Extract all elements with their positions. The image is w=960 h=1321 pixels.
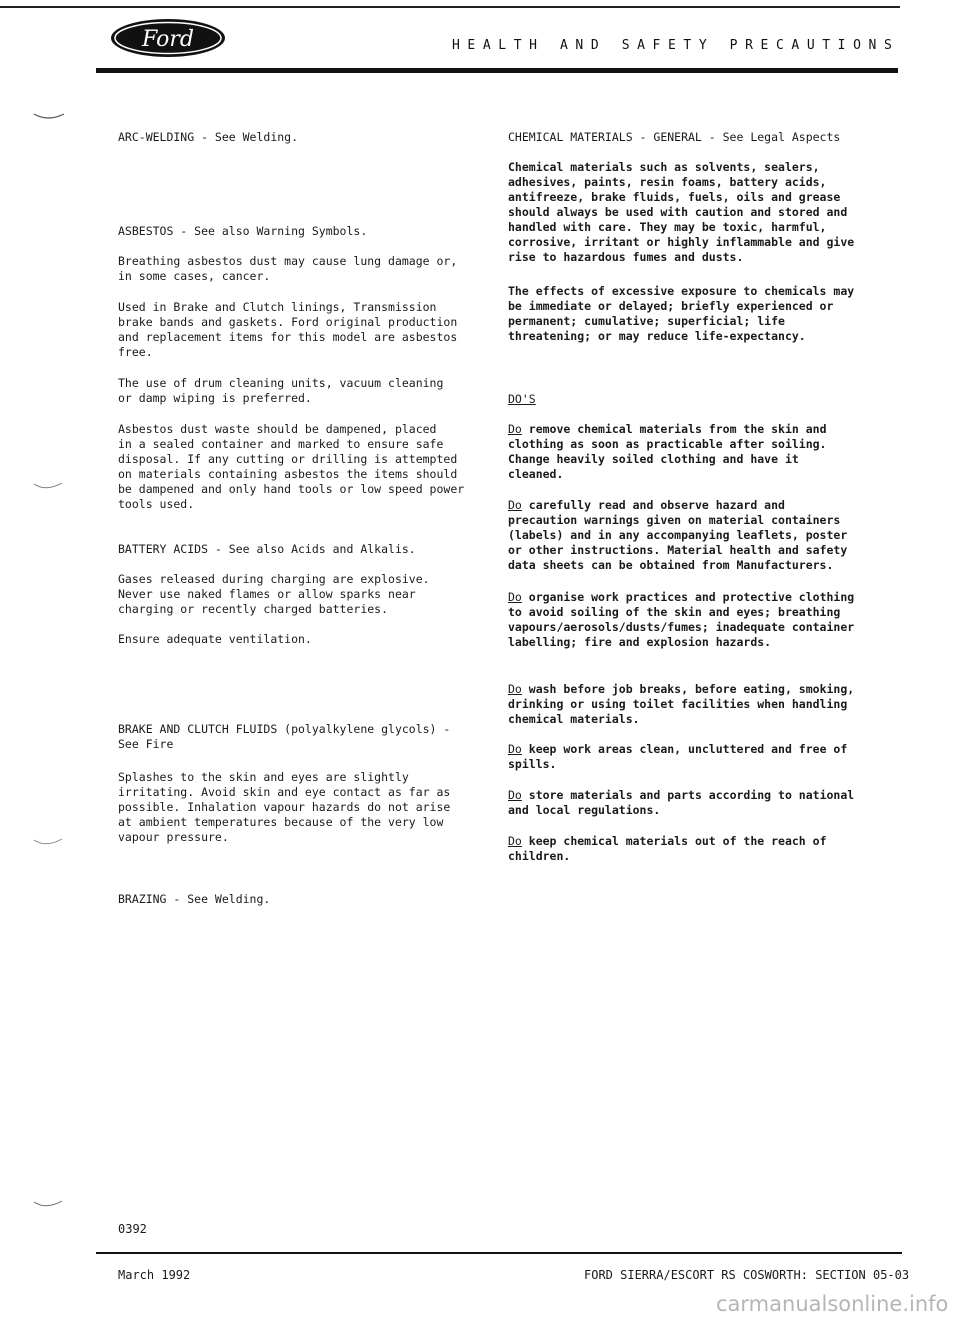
footer-date: March 1992 [118,1268,191,1282]
top-edge-rule [0,6,900,8]
dos-item: Do keep chemical materials out of the reach of children. [508,834,827,863]
brazing-heading: BRAZING - See Welding. [118,892,271,906]
arc-welding-heading: ARC-WELDING - See Welding. [118,130,299,144]
page-code: 0392 [118,1222,147,1236]
chemical-intro-paragraph: Chemical materials such as solvents, sealers, adhesives, paints, resin foams, battery acids, antifreeze, brake fluids, fuels, oils and grease should always be used with caution and stored and handled with care. They may be toxic, harmful, corrosive, irritant or highly inflammable and give rise to hazardous fumes and dusts. [508,160,855,264]
watermark: carmanualsonline.info [716,1292,949,1316]
asbestos-paragraph: The use of drum cleaning units, vacuum cleaning or damp wiping is preferred. [118,376,444,405]
header-rule [96,68,898,73]
chemical-materials-heading: CHEMICAL MATERIALS - GENERAL - See Legal Aspects [508,130,841,144]
binder-mark [30,1198,70,1212]
footer-section: FORD SIERRA/ESCORT RS COSWORTH: SECTION 05-03 [584,1268,910,1282]
battery-acids-paragraph: Ensure adequate ventilation. [118,632,312,646]
battery-acids-paragraph: Gases released during charging are explosive. Never use naked flames or allow sparks near charging or recently charged batteries. [118,572,430,616]
brake-clutch-fluids-paragraph: Splashes to the skin and eyes are slightly irritating. Avoid skin and eye contact as far as possible. Inhalation vapour hazards do not arise at ambient temperatures because of the very low vapour pressure. [118,770,451,844]
binder-mark [30,836,70,850]
battery-acids-heading: BATTERY ACIDS - See also Acids and Alkalis. [118,542,416,556]
dos-item: Do remove chemical materials from the skin and clothing as soon as practicable after soiling. Change heavily soiled clothing and have it cleaned. [508,422,827,481]
dos-item: Do keep work areas clean, uncluttered and free of spills. [508,742,848,771]
dos-item: Do wash before job breaks, before eating, smoking, drinking or using toilet facilities when handling chemical materials. [508,682,855,726]
asbestos-heading: ASBESTOS - See also Warning Symbols. [118,224,368,238]
binder-mark [30,112,70,124]
page-title: HEALTH AND SAFETY PRECAUTIONS [452,38,900,53]
asbestos-paragraph: Asbestos dust waste should be dampened, placed in a sealed container and marked to ensure safe disposal. If any cutting or drilling is attempted on materials containing asbestos the items should be dampened and only hand tools or low speed power tools used. [118,422,465,511]
dos-heading: DO'S [508,392,536,406]
ford-logo-script: Ford [142,27,194,52]
dos-item: Do organise work practices and protective clothing to avoid soiling of the skin and eyes; breathing vapours/aerosols/dusts/fumes; inadequate container labelling; fire and explosion hazards. [508,590,855,649]
footer-rule [96,1252,902,1254]
binder-mark [30,480,70,494]
chemical-intro-paragraph: The effects of excessive exposure to chemicals may be immediate or delayed; briefly experienced or permanent; cumulative; superficial; life threatening; or may reduce life-expectancy. [508,284,855,343]
dos-item: Do store materials and parts according to national and local regulations. [508,788,855,817]
asbestos-paragraph: Breathing asbestos dust may cause lung damage or, in some cases, cancer. [118,254,458,283]
asbestos-paragraph: Used in Brake and Clutch linings, Transmission brake bands and gaskets. Ford original production and replacement items for this model are asbestos free. [118,300,458,359]
ford-logo [108,16,228,60]
dos-item: Do carefully read and observe hazard and precaution warnings given on material containers (labels) and in any accompanying leaflets, poster or other instructions. Material health and safety data sheets can be obtained from Manufacturers. [508,498,848,572]
brake-clutch-fluids-heading: BRAKE AND CLUTCH FLUIDS (polyalkylene glycols) - See Fire [118,722,451,751]
